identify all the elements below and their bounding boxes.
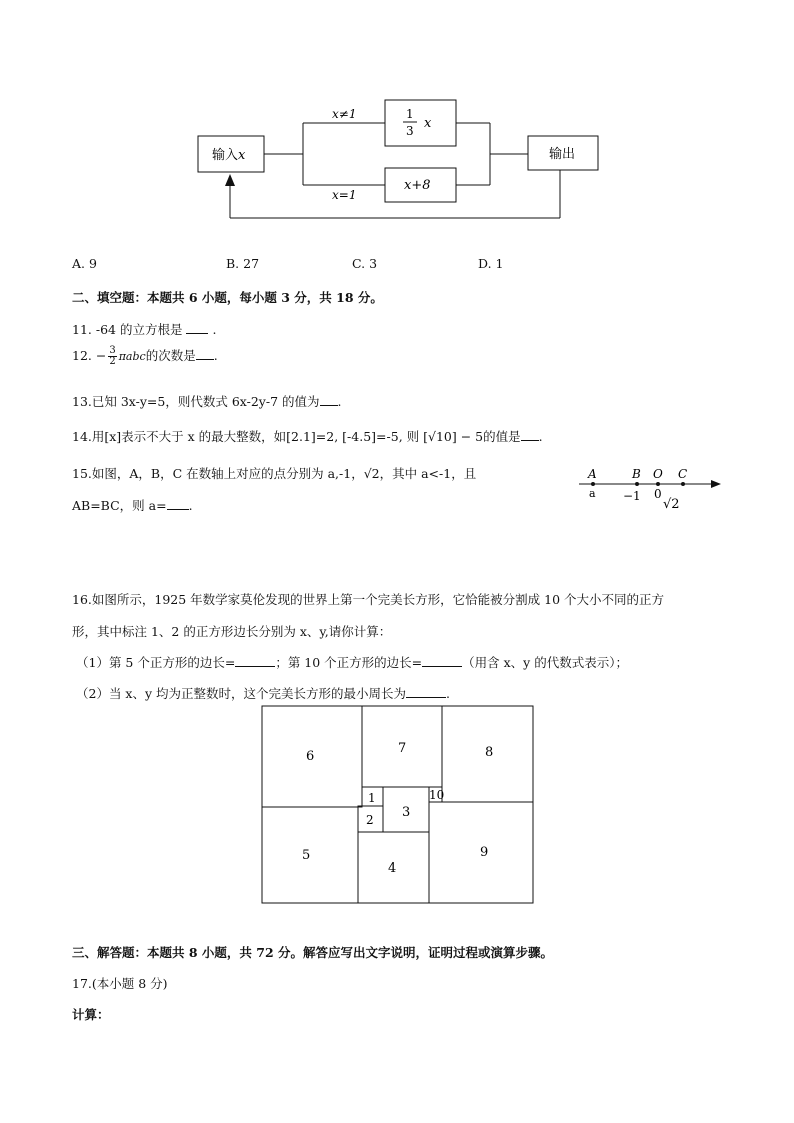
cond-bottom-label: x=1 <box>332 188 357 202</box>
question-15-line1: 15.如图，A，B，C 在数轴上对应的点分别为 a,-1，√2，其中 a<-1，且 <box>72 466 477 481</box>
question-12: 12. − $\frac{3}{2}$ πabc的次数是 . <box>72 345 218 367</box>
label-10: 10 <box>429 788 445 802</box>
question-16-line3: （1）第 5 个正方形的边长= ；第 10 个正方形的边长= （用含 x、y 的代数式表示）； <box>76 655 628 670</box>
point-a-value: a <box>589 487 596 500</box>
number-line-arrow-icon <box>711 480 721 488</box>
point-b-name: B <box>632 467 641 481</box>
number-line <box>575 466 725 516</box>
label-1: 1 <box>368 791 376 805</box>
label-9: 9 <box>480 845 489 860</box>
point-b-value: −1 <box>623 489 641 503</box>
flowchart <box>190 92 610 227</box>
box-top-var: x <box>424 116 432 131</box>
label-3: 3 <box>402 805 411 820</box>
point-c-value: √2 <box>663 497 680 512</box>
point-o-name: O <box>653 467 663 481</box>
point-o-value: 0 <box>654 487 662 501</box>
question-16-line2: 形，其中标注 1、2 的正方形边长分别为 x、y,请你计算： <box>72 624 392 639</box>
box-top-num: 1 <box>406 107 414 121</box>
point-a-name: A <box>588 467 597 481</box>
output-box-label: 输出 <box>549 147 576 162</box>
label-2: 2 <box>366 813 374 827</box>
cond-top-label: x≠1 <box>332 107 357 121</box>
question-17-title: 17.(本小题 8 分) <box>72 976 168 991</box>
section2-heading: 二、填空题：本题共 6 小题，每小题 3 分，共 18 分。 <box>72 290 383 305</box>
label-7: 7 <box>398 741 407 756</box>
box-top-den: 3 <box>406 124 414 138</box>
option-b: B. 27 <box>226 256 260 271</box>
question-14: 14.用[x]表示不大于 x 的最大整数，如[2.1]=2, [-4.5]=-5, 则 [√10] − 5的值是 . <box>72 429 543 444</box>
option-c: C. 3 <box>352 256 378 271</box>
section3-heading: 三、解答题：本题共 8 小题，共 72 分。解答应写出文字说明，证明过程或演算步骤。 <box>72 945 554 960</box>
question-17-label: 计算： <box>72 1007 110 1022</box>
box-bottom-label: x+8 <box>404 178 431 193</box>
question-15-line2: AB=BC，则 a= . <box>72 498 193 513</box>
option-a: A. 9 <box>72 256 97 271</box>
label-5: 5 <box>302 848 311 863</box>
label-8: 8 <box>485 745 494 760</box>
question-13: 13.已知 3x-y=5，则代数式 6x-2y-7 的值为 . <box>72 394 342 409</box>
option-d: D. 1 <box>478 256 504 271</box>
point-c-name: C <box>678 467 688 481</box>
label-4: 4 <box>388 861 397 876</box>
perfect-rectangle-figure <box>258 703 538 907</box>
feedback-arrow-icon <box>225 174 235 186</box>
question-16-line1: 16.如图所示，1925 年数学家莫伦发现的世界上第一个完美长方形，它恰能被分割成 10 个大小不同的正方 <box>72 592 665 607</box>
input-box-label: 输入x <box>212 148 246 163</box>
label-6: 6 <box>306 749 315 764</box>
question-16-line4: （2）当 x、y 均为正整数时，这个完美长方形的最小周长为 . <box>76 686 450 701</box>
question-11: 11. -64 的立方根是 . <box>72 322 217 337</box>
box-one-third-x <box>385 100 456 146</box>
